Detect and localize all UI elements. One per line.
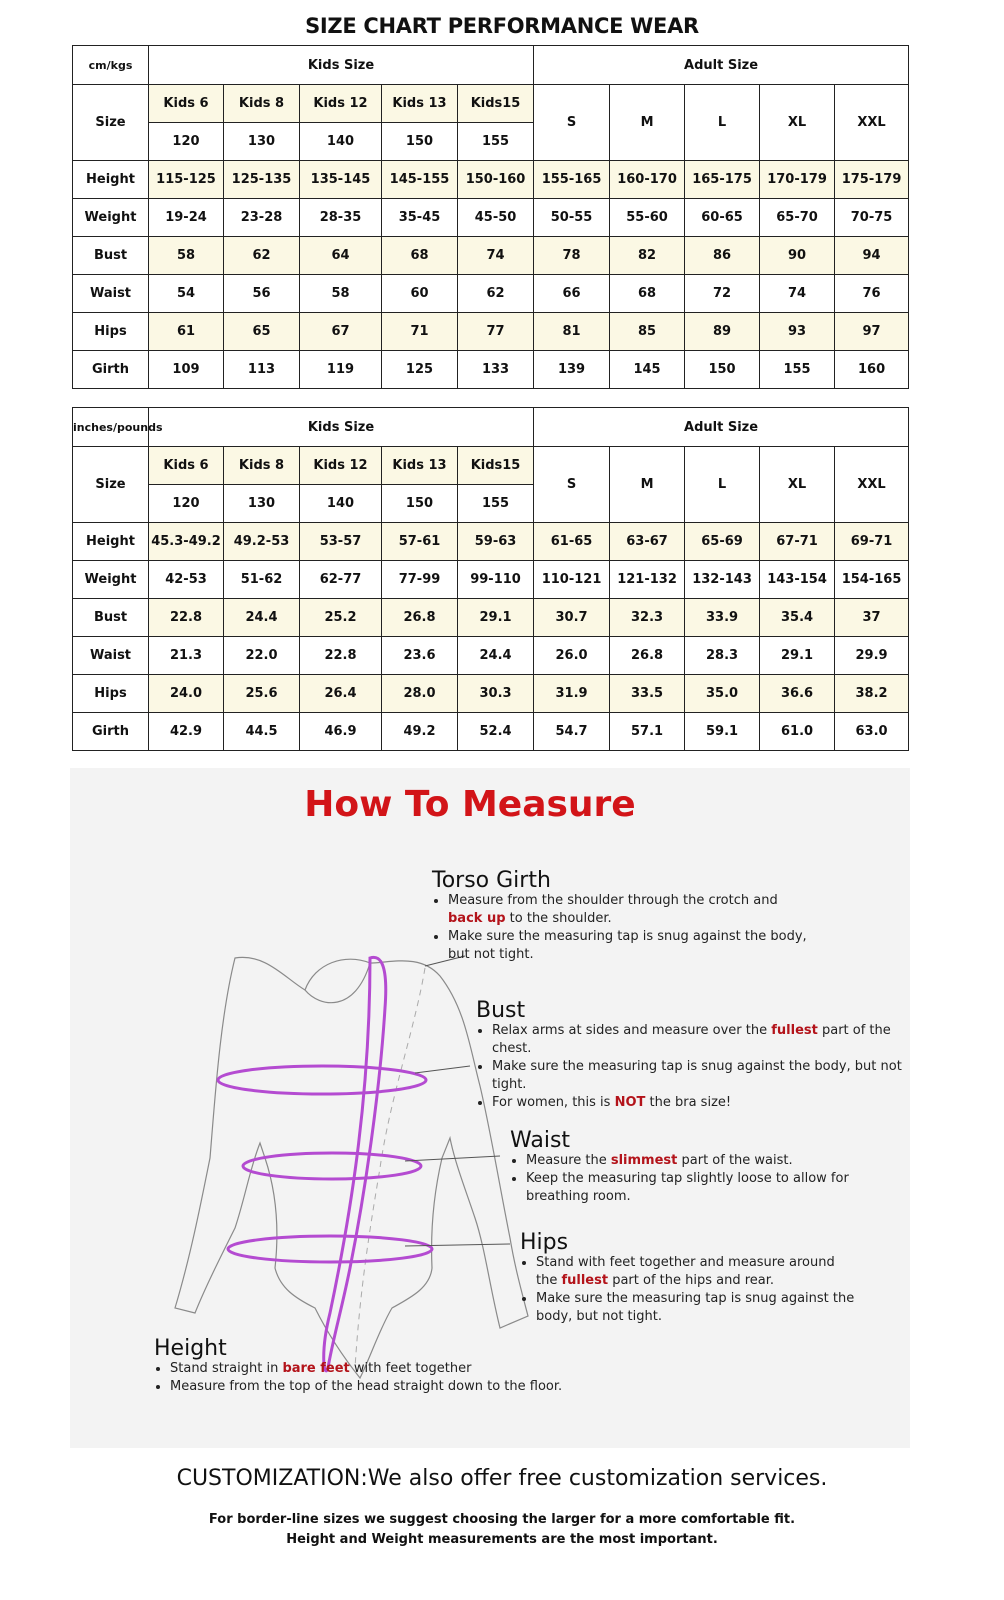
value-cell: 65-70 (760, 199, 835, 237)
row-label: Height (73, 523, 149, 561)
value-cell: 23.6 (382, 637, 458, 675)
value-cell: 74 (458, 237, 534, 275)
value-cell: 74 (760, 275, 835, 313)
table-row (73, 237, 909, 275)
height-heading: Height (154, 1336, 227, 1361)
value-cell: 155-165 (534, 161, 610, 199)
table-row (73, 161, 909, 199)
waist-heading: Waist (510, 1128, 571, 1153)
table-row (73, 561, 909, 599)
value-cell: 77 (458, 313, 534, 351)
value-cell: 62-77 (300, 561, 382, 599)
row-label: Hips (73, 675, 149, 713)
value-cell: 72 (685, 275, 760, 313)
value-cell: 25.6 (224, 675, 300, 713)
value-cell: 57-61 (382, 523, 458, 561)
value-cell: 61 (149, 313, 224, 351)
table-row (73, 275, 909, 313)
value-cell: 154-165 (835, 561, 909, 599)
size-chart-inches (72, 407, 909, 751)
value-cell: 35.0 (685, 675, 760, 713)
size-label: Size (73, 85, 149, 161)
value-cell: 58 (300, 275, 382, 313)
value-cell: 93 (760, 313, 835, 351)
value-cell: 150-160 (458, 161, 534, 199)
value-cell: 62 (224, 237, 300, 275)
value-cell: 29.1 (458, 599, 534, 637)
value-cell: 58 (149, 237, 224, 275)
table-row (73, 637, 909, 675)
value-cell: 143-154 (760, 561, 835, 599)
row-label: Bust (73, 599, 149, 637)
how-to-measure-title: How To Measure (304, 784, 636, 825)
torso-girth-bullet: • Make sure the measuring tap is snug against the body, but not tight. (448, 928, 812, 964)
sizing-note (0, 1510, 1004, 1550)
value-cell: 67 (300, 313, 382, 351)
hips-bullet: • Make sure the measuring tap is snug against the body, but not tight. (536, 1290, 860, 1326)
value-cell: 160 (835, 351, 909, 389)
row-label: Weight (73, 199, 149, 237)
row-label: Bust (73, 237, 149, 275)
kids-size-header: Kids Size (149, 46, 534, 85)
value-cell: 52.4 (458, 713, 534, 751)
kids-height-cell: 120 (149, 485, 224, 523)
table-row (73, 675, 909, 713)
kids-height-cell: 140 (300, 485, 382, 523)
value-cell: 54 (149, 275, 224, 313)
value-cell: 65 (224, 313, 300, 351)
adult-size-cell: XL (760, 447, 835, 523)
table-row (73, 313, 909, 351)
value-cell: 150 (685, 351, 760, 389)
value-cell: 36.6 (760, 675, 835, 713)
value-cell: 32.3 (610, 599, 685, 637)
customization-text: CUSTOMIZATION:We also offer free customization services. (176, 1466, 828, 1491)
value-cell: 35.4 (760, 599, 835, 637)
kids-height-cell: 155 (458, 123, 534, 161)
waist-bullet: • Keep the measuring tap slightly loose to allow for breathing room. (526, 1170, 850, 1206)
kids-height-cell: 120 (149, 123, 224, 161)
unit-label: inches/pounds (73, 408, 149, 447)
value-cell: 42.9 (149, 713, 224, 751)
value-cell: 60-65 (685, 199, 760, 237)
value-cell: 68 (382, 237, 458, 275)
value-cell: 94 (835, 237, 909, 275)
size-chart-cm (72, 45, 909, 389)
value-cell: 59-63 (458, 523, 534, 561)
value-cell: 99-110 (458, 561, 534, 599)
row-label: Girth (73, 351, 149, 389)
adult-size-cell: XL (760, 85, 835, 161)
kids-height-cell: 130 (224, 485, 300, 523)
value-cell: 30.7 (534, 599, 610, 637)
value-cell: 21.3 (149, 637, 224, 675)
kids-size-cell: Kids 13 (382, 447, 458, 485)
value-cell: 76 (835, 275, 909, 313)
value-cell: 71 (382, 313, 458, 351)
adult-size-cell: M (610, 85, 685, 161)
value-cell: 60 (382, 275, 458, 313)
value-cell: 145-155 (382, 161, 458, 199)
value-cell: 24.4 (224, 599, 300, 637)
value-cell: 115-125 (149, 161, 224, 199)
kids-height-cell: 130 (224, 123, 300, 161)
value-cell: 26.8 (610, 637, 685, 675)
bust-section (476, 998, 906, 1112)
kids-size-header: Kids Size (149, 408, 534, 447)
value-cell: 78 (534, 237, 610, 275)
value-cell: 63.0 (835, 713, 909, 751)
value-cell: 145 (610, 351, 685, 389)
value-cell: 68 (610, 275, 685, 313)
table-row (73, 599, 909, 637)
unit-label: cm/kgs (73, 46, 149, 85)
value-cell: 69-71 (835, 523, 909, 561)
adult-size-cell: M (610, 447, 685, 523)
row-label: Height (73, 161, 149, 199)
sizing-note-line: Height and Weight measurements are the most important. (286, 1532, 718, 1547)
value-cell: 26.4 (300, 675, 382, 713)
hips-heading: Hips (520, 1230, 569, 1255)
value-cell: 33.5 (610, 675, 685, 713)
torso-dash (355, 968, 425, 1368)
value-cell: 30.3 (458, 675, 534, 713)
kids-size-cell: Kids 6 (149, 447, 224, 485)
kids-size-cell: Kids 12 (300, 85, 382, 123)
value-cell: 64 (300, 237, 382, 275)
value-cell: 170-179 (760, 161, 835, 199)
adult-size-cell: XXL (835, 447, 909, 523)
value-cell: 119 (300, 351, 382, 389)
value-cell: 125 (382, 351, 458, 389)
adult-size-header: Adult Size (534, 46, 909, 85)
value-cell: 29.1 (760, 637, 835, 675)
value-cell: 66 (534, 275, 610, 313)
torso-girth-tape (324, 957, 386, 1371)
value-cell: 38.2 (835, 675, 909, 713)
value-cell: 160-170 (610, 161, 685, 199)
value-cell: 90 (760, 237, 835, 275)
value-cell: 51-62 (224, 561, 300, 599)
value-cell: 132-143 (685, 561, 760, 599)
adult-size-cell: XXL (835, 85, 909, 161)
value-cell: 22.0 (224, 637, 300, 675)
value-cell: 26.8 (382, 599, 458, 637)
value-cell: 57.1 (610, 713, 685, 751)
bust-tape (218, 1066, 426, 1094)
height-bullet: • Stand straight in bare feet with feet together (170, 1360, 714, 1378)
adult-size-header: Adult Size (534, 408, 909, 447)
adult-size-cell: S (534, 447, 610, 523)
value-cell: 54.7 (534, 713, 610, 751)
kids-height-cell: 150 (382, 485, 458, 523)
table-row (73, 199, 909, 237)
value-cell: 45.3-49.2 (149, 523, 224, 561)
kids-height-cell: 140 (300, 123, 382, 161)
row-label: Waist (73, 275, 149, 313)
torso-girth-heading: Torso Girth (432, 868, 551, 893)
value-cell: 24.4 (458, 637, 534, 675)
kids-size-cell: Kids 8 (224, 447, 300, 485)
value-cell: 19-24 (149, 199, 224, 237)
value-cell: 49.2-53 (224, 523, 300, 561)
row-label: Hips (73, 313, 149, 351)
value-cell: 22.8 (149, 599, 224, 637)
value-cell: 70-75 (835, 199, 909, 237)
value-cell: 28-35 (300, 199, 382, 237)
height-bullet: • Measure from the top of the head straight down to the floor. (170, 1378, 714, 1396)
value-cell: 24.0 (149, 675, 224, 713)
row-label: Weight (73, 561, 149, 599)
adult-size-cell: L (685, 447, 760, 523)
value-cell: 81 (534, 313, 610, 351)
value-cell: 109 (149, 351, 224, 389)
kids-height-cell: 155 (458, 485, 534, 523)
value-cell: 56 (224, 275, 300, 313)
bust-heading: Bust (476, 998, 526, 1023)
kids-size-cell: Kids15 (458, 85, 534, 123)
kids-height-cell: 150 (382, 123, 458, 161)
table-row (73, 713, 909, 751)
how-to-measure-panel (70, 768, 910, 1448)
kids-size-cell: Kids15 (458, 447, 534, 485)
value-cell: 63-67 (610, 523, 685, 561)
hips-bullet: • Stand with feet together and measure around the fullest part of the hips and rear. (536, 1254, 860, 1290)
value-cell: 37 (835, 599, 909, 637)
hips-section (520, 1230, 860, 1326)
value-cell: 50-55 (534, 199, 610, 237)
value-cell: 28.0 (382, 675, 458, 713)
value-cell: 33.9 (685, 599, 760, 637)
table-row (73, 351, 909, 389)
kids-size-cell: Kids 6 (149, 85, 224, 123)
value-cell: 31.9 (534, 675, 610, 713)
value-cell: 45-50 (458, 199, 534, 237)
value-cell: 97 (835, 313, 909, 351)
value-cell: 28.3 (685, 637, 760, 675)
value-cell: 175-179 (835, 161, 909, 199)
value-cell: 26.0 (534, 637, 610, 675)
value-cell: 25.2 (300, 599, 382, 637)
value-cell: 61.0 (760, 713, 835, 751)
value-cell: 135-145 (300, 161, 382, 199)
hips-tape (228, 1236, 432, 1262)
value-cell: 61-65 (534, 523, 610, 561)
value-cell: 49.2 (382, 713, 458, 751)
value-cell: 53-57 (300, 523, 382, 561)
value-cell: 35-45 (382, 199, 458, 237)
value-cell: 86 (685, 237, 760, 275)
bust-bullet: • Relax arms at sides and measure over the fullest part of the chest. (492, 1022, 906, 1058)
table-row (73, 523, 909, 561)
kids-size-cell: Kids 13 (382, 85, 458, 123)
value-cell: 23-28 (224, 199, 300, 237)
waist-section (510, 1128, 850, 1206)
size-label: Size (73, 447, 149, 523)
value-cell: 165-175 (685, 161, 760, 199)
value-cell: 22.8 (300, 637, 382, 675)
value-cell: 125-135 (224, 161, 300, 199)
torso-girth-section (432, 868, 812, 964)
kids-size-cell: Kids 8 (224, 85, 300, 123)
value-cell: 82 (610, 237, 685, 275)
value-cell: 42-53 (149, 561, 224, 599)
value-cell: 65-69 (685, 523, 760, 561)
value-cell: 155 (760, 351, 835, 389)
value-cell: 46.9 (300, 713, 382, 751)
bust-bullet: • For women, this is NOT the bra size! (492, 1094, 906, 1112)
value-cell: 121-132 (610, 561, 685, 599)
value-cell: 44.5 (224, 713, 300, 751)
value-cell: 89 (685, 313, 760, 351)
value-cell: 29.9 (835, 637, 909, 675)
value-cell: 85 (610, 313, 685, 351)
row-label: Girth (73, 713, 149, 751)
value-cell: 55-60 (610, 199, 685, 237)
page-title: SIZE CHART PERFORMANCE WEAR (305, 14, 699, 38)
torso-girth-bullet: • Measure from the shoulder through the crotch and back up to the shoulder. (448, 892, 812, 928)
adult-size-cell: S (534, 85, 610, 161)
kids-size-cell: Kids 12 (300, 447, 382, 485)
height-section (154, 1336, 714, 1396)
waist-tape (243, 1153, 421, 1179)
value-cell: 133 (458, 351, 534, 389)
sizing-note-line: For border-line sizes we suggest choosing the larger for a more comfortable fit. (208, 1512, 796, 1527)
bust-bullet: • Make sure the measuring tap is snug against the body, but not tight. (492, 1058, 906, 1094)
value-cell: 59.1 (685, 713, 760, 751)
value-cell: 110-121 (534, 561, 610, 599)
value-cell: 113 (224, 351, 300, 389)
value-cell: 77-99 (382, 561, 458, 599)
row-label: Waist (73, 637, 149, 675)
value-cell: 62 (458, 275, 534, 313)
adult-size-cell: L (685, 85, 760, 161)
waist-bullet: • Measure the slimmest part of the waist. (526, 1152, 850, 1170)
value-cell: 139 (534, 351, 610, 389)
value-cell: 67-71 (760, 523, 835, 561)
